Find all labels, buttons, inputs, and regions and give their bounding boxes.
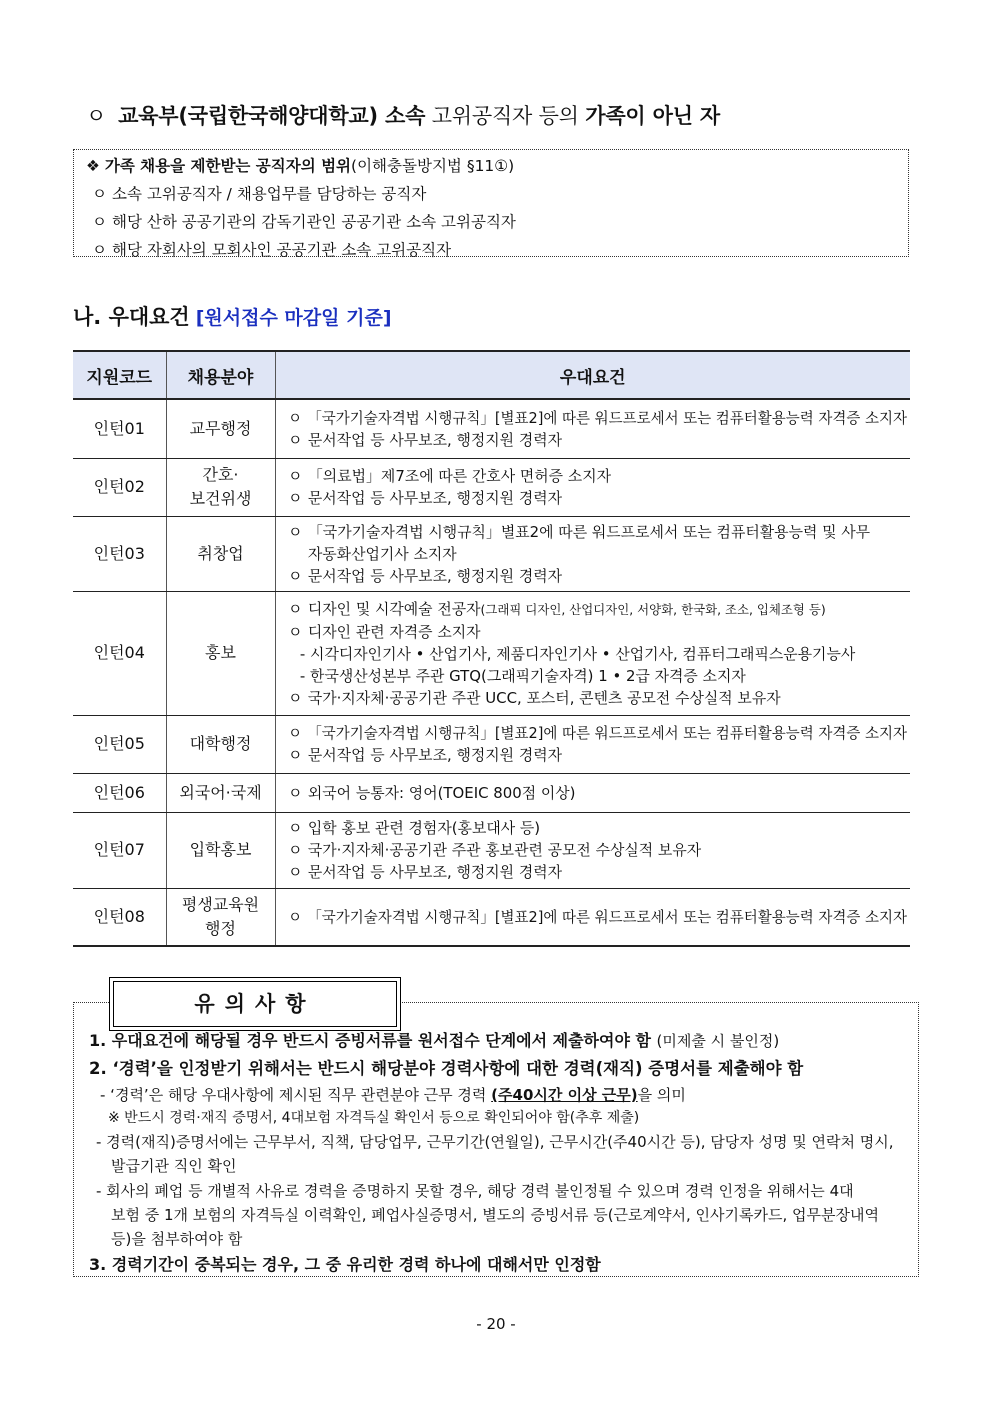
notice-detail-1-suffix: 을 의미 — [637, 1086, 686, 1104]
bullet: ㅇ — [287, 783, 302, 802]
req-text: 「국가기술자격법 시행규칙」[별표2]에 따른 워드프로세서 또는 컴퓨터활용능력 자격증 소지자 — [306, 724, 907, 742]
bullet: ㅇ — [287, 724, 302, 742]
cell-requirements — [275, 888, 910, 946]
field-line: 간호· — [202, 465, 239, 484]
req-text: 문서작업 등 사무보조, 행정지원 경력자 — [307, 746, 562, 764]
field-line: 외국어·국제 — [179, 782, 262, 802]
diamond-icon: ❖ — [86, 157, 100, 175]
bullet: ㅇ — [287, 489, 302, 507]
req-item — [288, 465, 907, 487]
header-code: 지원코드 — [73, 351, 166, 399]
table-header-row — [73, 351, 910, 399]
req-text: 문서작업 등 사무보조, 행정지원 경력자 — [307, 863, 562, 881]
heading-part3: 가족이 아닌 자 — [585, 104, 720, 128]
field-line: 홍보 — [205, 643, 236, 662]
field-line: 입학홍보 — [189, 840, 252, 859]
eligibility-heading — [86, 100, 720, 130]
infobox-item-text: 소속 고위공직자 / 채용업무를 담당하는 공직자 — [112, 185, 427, 203]
cell-code: 인턴06 — [73, 773, 166, 812]
cell-field — [166, 399, 275, 458]
notice-detail-2: - 경력(재직)증명서에는 근무부서, 직책, 담당업무, 근무기간(연월일), 근무시간(주40시간 등), 담당자 성명 및 연락처 명시, — [96, 1133, 894, 1151]
bullet: ㅇ — [287, 622, 302, 641]
req-item — [287, 407, 907, 429]
cell-code: 인턴02 — [73, 458, 166, 516]
req-item — [288, 621, 907, 643]
cell-requirements — [275, 458, 910, 516]
req-item — [287, 722, 907, 744]
bullet: ㅇ — [287, 841, 302, 859]
infobox-item-text: 해당 자회사의 모회사인 공공기관 소속 고위공직자 — [112, 241, 452, 259]
heading-bullet: ㅇ — [86, 104, 107, 128]
bullet: ㅇ — [92, 185, 107, 203]
table-row — [73, 812, 910, 888]
req-item — [288, 782, 907, 804]
field-line: 교무행정 — [189, 418, 252, 438]
req-item — [288, 839, 907, 861]
req-text: 문서작업 등 사무보조, 행정지원 경력자 — [307, 566, 562, 585]
req-item — [288, 487, 907, 509]
infobox-item — [92, 182, 426, 204]
bullet: ㅇ — [287, 863, 302, 881]
bullet: ㅇ — [287, 746, 302, 764]
bullet: ㅇ — [92, 241, 107, 259]
cell-requirements — [275, 591, 910, 715]
notice-title: 유의사항 — [113, 981, 397, 1027]
bullet: ㅇ — [287, 566, 302, 585]
notice-detail-1 — [100, 1084, 686, 1105]
table-row — [73, 773, 910, 812]
cell-requirements — [275, 773, 910, 812]
table-row — [73, 516, 910, 591]
bullet: ㅇ — [287, 907, 302, 926]
notice-detail-1-underline: (주40시간 이상 근무) — [491, 1086, 638, 1104]
cell-code: 인턴05 — [73, 715, 166, 773]
section-title-bracket: [원서접수 마감일 기준] — [195, 307, 392, 329]
notice-item-3: 3. 경력기간이 중복되는 경우, 그 중 유리한 경력 하나에 대해서만 인정함 — [89, 1255, 601, 1274]
cell-requirements — [275, 812, 910, 888]
section-title — [73, 301, 392, 331]
req-text: 「국가기술자격법 시행규칙」[별표2]에 따른 워드프로세서 또는 컴퓨터활용능력 자격증 소지자 — [306, 408, 907, 427]
req-text: 「국가기술자격법 시행규칙」[별표2]에 따른 워드프로세서 또는 컴퓨터활용능력 자격증 소지자 — [306, 907, 907, 926]
bullet: ㅇ — [287, 430, 302, 449]
table-row — [73, 888, 910, 946]
infobox-item — [92, 238, 451, 260]
req-subitem: - 시각디자인기사 • 산업기사, 제품디자인기사 • 산업기사, 컴퓨터그래픽스운용기능사 — [299, 644, 855, 663]
req-item — [288, 565, 907, 587]
cell-code: 인턴07 — [73, 812, 166, 888]
cell-field — [166, 458, 275, 516]
table-row — [73, 399, 910, 458]
field-line: 평생교육원 — [181, 894, 260, 914]
req-item — [287, 906, 907, 928]
header-field: 채용분야 — [166, 351, 275, 399]
preference-table — [73, 350, 910, 947]
cell-code: 인턴04 — [73, 591, 166, 715]
cell-code: 인턴08 — [73, 888, 166, 946]
cell-requirements — [275, 399, 910, 458]
cell-field — [166, 715, 275, 773]
bullet: ㅇ — [287, 819, 302, 837]
field-line: 보건위생 — [189, 489, 252, 508]
notice-detail-3: - 회사의 폐업 등 개별적 사유로 경력을 증명하지 못할 경우, 해당 경력 불인정될 수 있으며 경력 인정을 위해서는 4대 — [96, 1182, 854, 1200]
req-subitem: - 한국생산성본부 주관 GTQ(그래픽기술자격) 1 • 2급 자격증 소지자 — [299, 666, 746, 685]
cell-requirements — [275, 516, 910, 591]
req-item — [288, 817, 907, 839]
bullet: ㅇ — [287, 522, 302, 541]
infobox-item — [92, 210, 516, 232]
cell-field — [166, 591, 275, 715]
notice-detail-2-cont: 발급기관 직인 확인 — [111, 1157, 237, 1175]
field-line: 대학행정 — [189, 734, 252, 753]
section-title-text: 나. 우대요건 — [73, 305, 190, 329]
req-item — [288, 687, 907, 709]
req-text: 문서작업 등 사무보조, 행정지원 경력자 — [307, 489, 562, 507]
req-text: 문서작업 등 사무보조, 행정지원 경력자 — [307, 430, 562, 449]
notice-item-1-bold: 1. 우대요건에 해당될 경우 반드시 증빙서류를 원서접수 단계에서 제출하여야 함 — [89, 1031, 651, 1050]
cell-requirements — [275, 715, 910, 773]
req-text: 국가·지자체·공공기관 주관 UCC, 포스터, 콘텐츠 공모전 수상실적 보유자 — [307, 688, 781, 707]
cell-field — [166, 516, 275, 591]
cell-field — [166, 812, 275, 888]
cell-field — [166, 888, 275, 946]
notice-detail-3-cont: 등)을 첨부하여야 함 — [111, 1230, 243, 1248]
req-text: 디자인 관련 자격증 소지자 — [307, 622, 481, 641]
notice-detail-1-text: - ‘경력’은 해당 우대사항에 제시된 직무 관련분야 근무 경력 — [100, 1086, 487, 1104]
cell-code: 인턴03 — [73, 516, 166, 591]
req-text: 디자인 및 시각예술 전공자 — [307, 599, 481, 618]
infobox-title-bold: 가족 채용을 제한받는 공직자의 범위 — [104, 157, 352, 175]
req-text: 「국가기술자격법 시행규칙」별표2에 따른 워드프로세서 또는 컴퓨터활용능력 및 사무 — [307, 522, 870, 541]
bullet: ㅇ — [287, 467, 302, 485]
header-requirements: 우대요건 — [275, 351, 910, 399]
notice-reference: ※ 반드시 경력·재직 증명서, 4대보험 자격득실 확인서 등으로 확인되어야 함(추후 제출) — [108, 1110, 640, 1126]
bullet: ㅇ — [287, 688, 302, 707]
req-item — [288, 598, 907, 621]
req-item-continued: 자동화산업기사 소지자 — [307, 544, 457, 563]
family-restriction-box — [73, 149, 909, 257]
table-row — [73, 715, 910, 773]
req-text: 입학 홍보 관련 경험자(홍보대사 등) — [307, 819, 540, 837]
req-item — [288, 521, 907, 543]
field-line: 행정 — [205, 918, 236, 938]
field-line: 취창업 — [197, 543, 244, 563]
page-number: - 20 - — [476, 1315, 516, 1333]
req-text: 「의료법」제7조에 따른 간호사 면허증 소지자 — [307, 467, 611, 485]
notice-item-1-note: (미제출 시 불인정) — [656, 1032, 780, 1050]
cell-code: 인턴01 — [73, 399, 166, 458]
notice-detail-3-cont: 보험 중 1개 보험의 자격득실 이력확인, 폐업사실증명서, 별도의 증빙서류 등(근로계약서, 인사기록카드, 업무분장내역 — [111, 1206, 879, 1224]
bullet: ㅇ — [287, 599, 302, 618]
req-item — [288, 429, 907, 451]
req-item — [288, 861, 907, 883]
req-text: 국가·지자체·공공기관 주관 홍보관련 공모전 수상실적 보유자 — [307, 841, 701, 859]
cell-field — [166, 773, 275, 812]
infobox-item-text: 해당 산하 공공기관의 감독기관인 공공기관 소속 고위공직자 — [112, 213, 516, 231]
table-row — [73, 591, 910, 715]
infobox-title — [86, 154, 514, 176]
req-item — [288, 744, 907, 766]
table-row — [73, 458, 910, 516]
bullet: ㅇ — [287, 408, 302, 427]
notice-item-2: 2. ‘경력’을 인정받기 위해서는 반드시 해당분야 경력사항에 대한 경력(재직) 증명서를 제출해야 함 — [89, 1059, 804, 1078]
req-text-small: (그래픽 디자인, 산업디자인, 서양화, 한국화, 조소, 입체조형 등) — [480, 601, 826, 617]
heading-part2: 고위공직자 등의 — [431, 104, 579, 128]
req-text: 외국어 능통자: 영어(TOEIC 800점 이상) — [307, 783, 575, 802]
heading-part1: 교육부(국립한국해양대학교) 소속 — [118, 104, 426, 128]
notice-item-1 — [89, 1028, 779, 1051]
infobox-title-ref: (이해충돌방지법 §11①) — [351, 157, 515, 175]
bullet: ㅇ — [92, 213, 107, 231]
